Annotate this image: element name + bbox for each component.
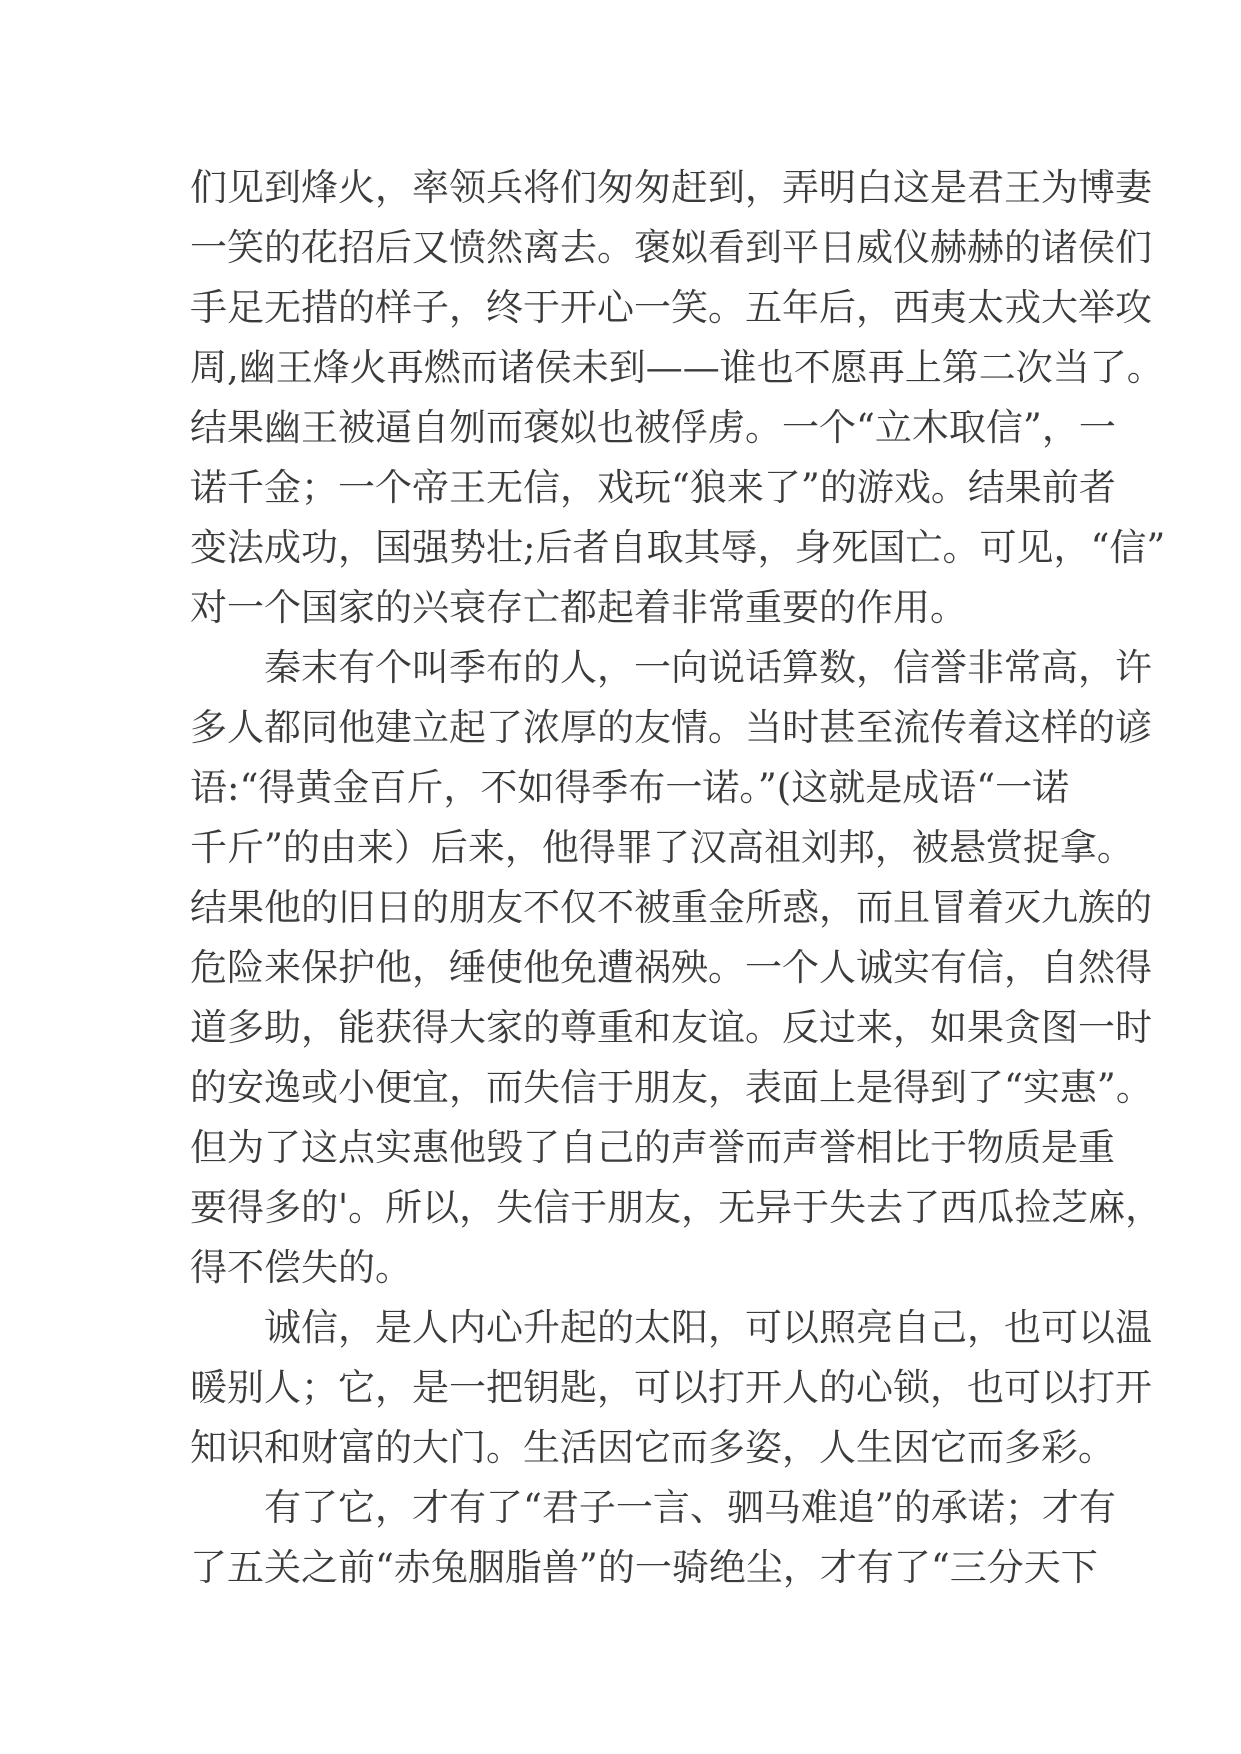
text-line: 周,幽王烽火再燃而诸侯未到——谁也不愿再上第二次当了。 xyxy=(190,346,1164,389)
text-line: 结果他的旧日的朋友不仅不被重金所惑，而且冒着灭九族的 xyxy=(190,886,1152,929)
text-line: 要得多的'。所以，失信于朋友，无异于失去了西瓜捡芝麻， xyxy=(190,1186,1163,1229)
text-line: 语:“得黄金百斤，不如得季布一诺。”(这就是成语“一诺 xyxy=(190,766,1070,809)
text-line: 危险来保护他，缍使他免遭祸殃。一个人诚实有信，自然得 xyxy=(190,946,1152,989)
text-line: 但为了这点实惠他毁了自己的声誉而声誉相比于物质是重 xyxy=(190,1126,1115,1169)
text-line: 了五关之前“赤兔胭脂兽”的一骑绝尘，才有了“三分天下 xyxy=(190,1546,1098,1589)
text-line: 有了它，才有了“君子一言、驷马难追”的承诺；才有 xyxy=(264,1486,1116,1529)
text-line: 一笑的花招后又愤然离去。褒姒看到平日威仪赫赫的诸侯们 xyxy=(190,226,1152,269)
text-line: 千斤”的由来）后来，他得罪了汉高祖刘邦，被悬赏捉拿。 xyxy=(190,826,1134,869)
text-line: 诺千金；一个帝王无信，戏玩“狼来了”的游戏。结果前者 xyxy=(190,466,1116,509)
text-line: 们见到烽火，率领兵将们匆匆赶到，弄明白这是君王为博妻 xyxy=(190,166,1152,209)
text-line: 的安逸或小便宜，而失信于朋友，表面上是得到了“实惠”。 xyxy=(190,1066,1153,1109)
body-text xyxy=(190,158,1166,1598)
text-line: 得不偿失的。 xyxy=(190,1246,412,1289)
text-line: 知识和财富的大门。生活因它而多姿，人生因它而多彩。 xyxy=(190,1426,1115,1469)
text-line: 诚信，是人内心升起的太阳，可以照亮自己，也可以温 xyxy=(264,1306,1152,1349)
text-line: 多人都同他建立起了浓厚的友情。当时甚至流传着这样的谚 xyxy=(190,706,1152,749)
text-line: 对一个国家的兴衰存亡都起着非常重要的作用。 xyxy=(190,586,967,629)
text-line: 变法成功，国强势壮;后者自取其辱，身死国亡。可见，“信” xyxy=(190,526,1166,569)
text-line: 道多助，能获得大家的尊重和友谊。反过来，如果贪图一时 xyxy=(190,1006,1152,1049)
text-line: 暖别人；它，是一把钥匙，可以打开人的心锁，也可以打开 xyxy=(190,1366,1152,1409)
text-line: 结果幽王被逼自刎而褒姒也被俘虏。一个“立木取信”，一 xyxy=(190,406,1116,449)
text-line: 秦末有个叫季布的人，一向说话算数，信誉非常高，许 xyxy=(264,646,1152,689)
text-line: 手足无措的样子，终于开心一笑。五年后，西夷太戎大举攻 xyxy=(190,286,1152,329)
